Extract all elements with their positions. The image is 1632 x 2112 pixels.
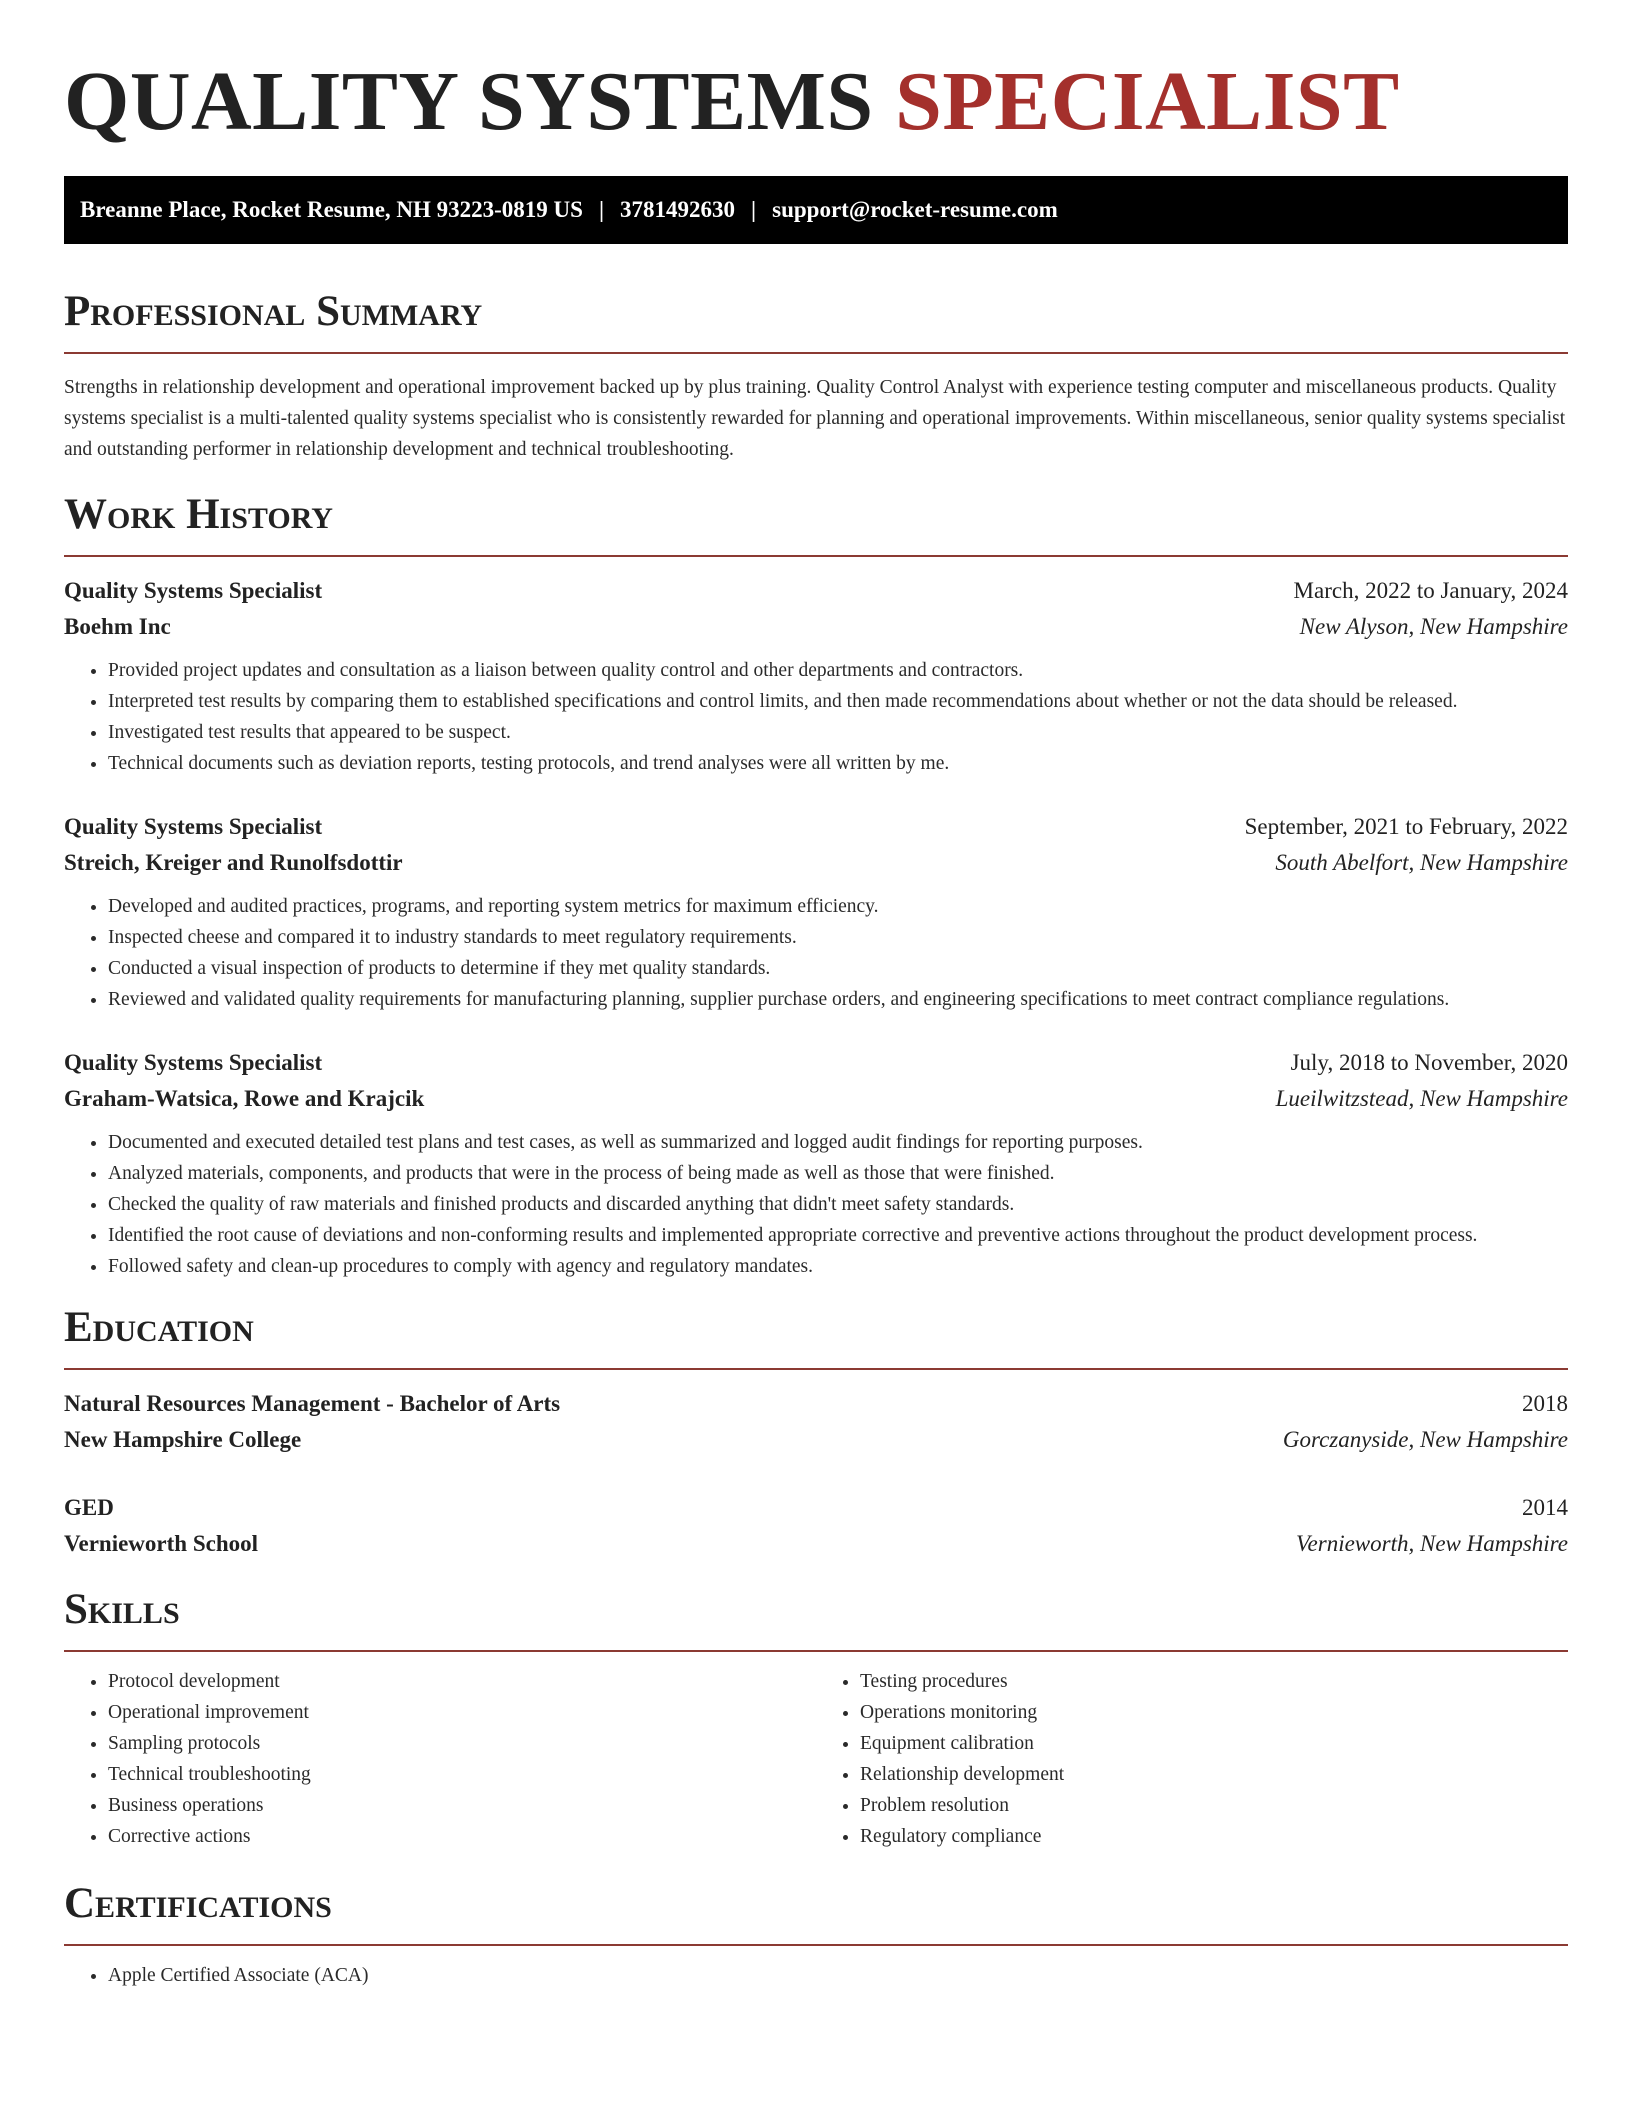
job-company-row — [64, 845, 1568, 881]
job-bullet: • Developed and audited practices, programs, and reporting system metrics for maximum efficiency. — [108, 891, 1568, 922]
job-bullet: • Technical documents such as deviation reports, testing protocols, and trend analyses were all written by me. — [108, 748, 1568, 779]
skill-item: • Relationship development — [860, 1759, 1568, 1790]
education-school-row — [64, 1526, 1568, 1562]
contact-separator: | — [751, 197, 757, 222]
education-school: Vernieworth School — [64, 1531, 259, 1556]
job-location: New Alyson, New Hampshire — [1299, 614, 1568, 639]
job-entry — [64, 809, 1568, 1015]
title-main: QUALITY SYSTEMS — [64, 55, 874, 148]
certifications-section — [64, 1878, 1568, 1991]
education-entry — [64, 1386, 1568, 1458]
education-year: 2014 — [1522, 1495, 1568, 1520]
section-title-work-history: Work History — [64, 491, 333, 538]
job-bullet: • Provided project updates and consultation as a liaison between quality control and other departments and contractors. — [108, 655, 1568, 686]
skill-item: • Equipment calibration — [860, 1728, 1568, 1759]
education-school: New Hampshire College — [64, 1427, 302, 1452]
job-title-row — [64, 1045, 1568, 1081]
section-title-skills: Skills — [64, 1586, 180, 1633]
skill-item: • Testing procedures — [860, 1666, 1568, 1697]
education-degree-row — [64, 1386, 1568, 1422]
job-bullet: • Reviewed and validated quality requirements for manufacturing planning, supplier purchase orders, and engineering specifications to meet contract compliance regulations. — [108, 984, 1568, 1015]
job-bullet: • Checked the quality of raw materials and finished products and discarded anything that didn't meet safety standards. — [108, 1189, 1568, 1220]
section-divider — [64, 555, 1568, 557]
job-bullet: • Interpreted test results by comparing them to established specifications and control limits, and then made recommendations about whether or not the data should be released. — [108, 686, 1568, 717]
job-title-row — [64, 573, 1568, 609]
job-title-row — [64, 809, 1568, 845]
job-entry — [64, 573, 1568, 779]
work-history-section — [64, 489, 1568, 1282]
resume-title — [64, 52, 1568, 152]
contact-separator: | — [598, 197, 605, 222]
job-dates: September, 2021 to February, 2022 — [1244, 814, 1568, 839]
job-location: South Abelfort, New Hampshire — [1275, 850, 1568, 875]
skill-item: • Operations monitoring — [860, 1697, 1568, 1728]
contact-bar — [64, 176, 1568, 244]
job-title: Quality Systems Specialist — [64, 578, 323, 603]
job-bullet: • Investigated test results that appeared to be suspect. — [108, 717, 1568, 748]
job-title: Quality Systems Specialist — [64, 814, 323, 839]
education-school-row — [64, 1422, 1568, 1458]
job-company-row — [64, 1081, 1568, 1117]
skills-grid — [64, 1652, 1568, 1852]
skills-list-right — [816, 1666, 1568, 1852]
skills-list-left — [64, 1666, 816, 1852]
job-company: Graham-Watsica, Rowe and Krajcik — [64, 1086, 425, 1111]
section-divider — [64, 1368, 1568, 1370]
summary-text: Strengths in relationship development and operational improvement backed up by plus training. Quality Control Analyst with experience testing computer and miscellaneous products. Quality systems specialist is a multi-talented quality systems specialist who is consistently rewarded for planning and operational improvements. Within miscellaneous, senior quality systems specialist and outstanding performer in relationship development and technical troubleshooting. — [64, 377, 1566, 460]
job-bullet: • Inspected cheese and compared it to industry standards to meet regulatory requirements. — [108, 922, 1568, 953]
education-location: Vernieworth, New Hampshire — [1296, 1531, 1568, 1556]
skill-item: • Problem resolution — [860, 1790, 1568, 1821]
job-dates: July, 2018 to November, 2020 — [1290, 1050, 1568, 1075]
section-title-education: Education — [64, 1304, 254, 1351]
contact-email: support@rocket-resume.com — [772, 197, 1058, 222]
job-location: Lueilwitzstead, New Hampshire — [1275, 1086, 1568, 1111]
skills-section — [64, 1584, 1568, 1852]
skill-item: • Technical troubleshooting — [108, 1759, 816, 1790]
job-entry — [64, 1045, 1568, 1282]
contact-address: Breanne Place, Rocket Resume, NH 93223-0819 US — [80, 197, 583, 222]
job-company-row — [64, 609, 1568, 645]
job-bullet: • Documented and executed detailed test plans and test cases, as well as summarized and logged audit findings for reporting purposes. — [108, 1127, 1568, 1158]
skill-item: • Operational improvement — [108, 1697, 816, 1728]
education-section — [64, 1302, 1568, 1562]
education-degree: GED — [64, 1495, 114, 1520]
skill-item: • Regulatory compliance — [860, 1821, 1568, 1852]
job-dates: March, 2022 to January, 2024 — [1293, 578, 1568, 603]
job-company: Boehm Inc — [64, 614, 171, 639]
job-title: Quality Systems Specialist — [64, 1050, 323, 1075]
section-divider — [64, 1944, 1568, 1946]
certifications-list — [64, 1960, 1568, 1991]
section-title-certifications: Certifications — [64, 1880, 332, 1927]
education-degree: Natural Resources Management - Bachelor of Arts — [64, 1391, 561, 1416]
education-entry — [64, 1490, 1568, 1562]
section-title-summary: Professional Summary — [64, 288, 483, 335]
education-year: 2018 — [1522, 1391, 1568, 1416]
job-bullets — [64, 891, 1568, 1015]
title-accent: SPECIALIST — [895, 55, 1400, 148]
skill-item: • Sampling protocols — [108, 1728, 816, 1759]
skill-item: • Protocol development — [108, 1666, 816, 1697]
skill-item: • Corrective actions — [108, 1821, 816, 1852]
job-bullet: • Conducted a visual inspection of products to determine if they met quality standards. — [108, 953, 1568, 984]
job-bullet: • Identified the root cause of deviations and non-conforming results and implemented appropriate corrective and preventive actions throughout the product development process. — [108, 1220, 1568, 1251]
summary-section — [64, 286, 1568, 465]
education-location: Gorczanyside, New Hampshire — [1282, 1427, 1568, 1452]
skill-item: • Business operations — [108, 1790, 816, 1821]
contact-phone: 3781492630 — [620, 197, 736, 222]
job-bullet: • Analyzed materials, components, and products that were in the process of being made as well as those that were finished. — [108, 1158, 1568, 1189]
job-company: Streich, Kreiger and Runolfsdottir — [64, 850, 403, 875]
job-bullet: • Followed safety and clean-up procedures to comply with agency and regulatory mandates. — [108, 1251, 1568, 1282]
job-bullets — [64, 1127, 1568, 1282]
job-bullets — [64, 655, 1568, 779]
certification-item: • Apple Certified Associate (ACA) — [108, 1960, 1568, 1991]
section-divider — [64, 352, 1568, 354]
education-degree-row — [64, 1490, 1568, 1526]
